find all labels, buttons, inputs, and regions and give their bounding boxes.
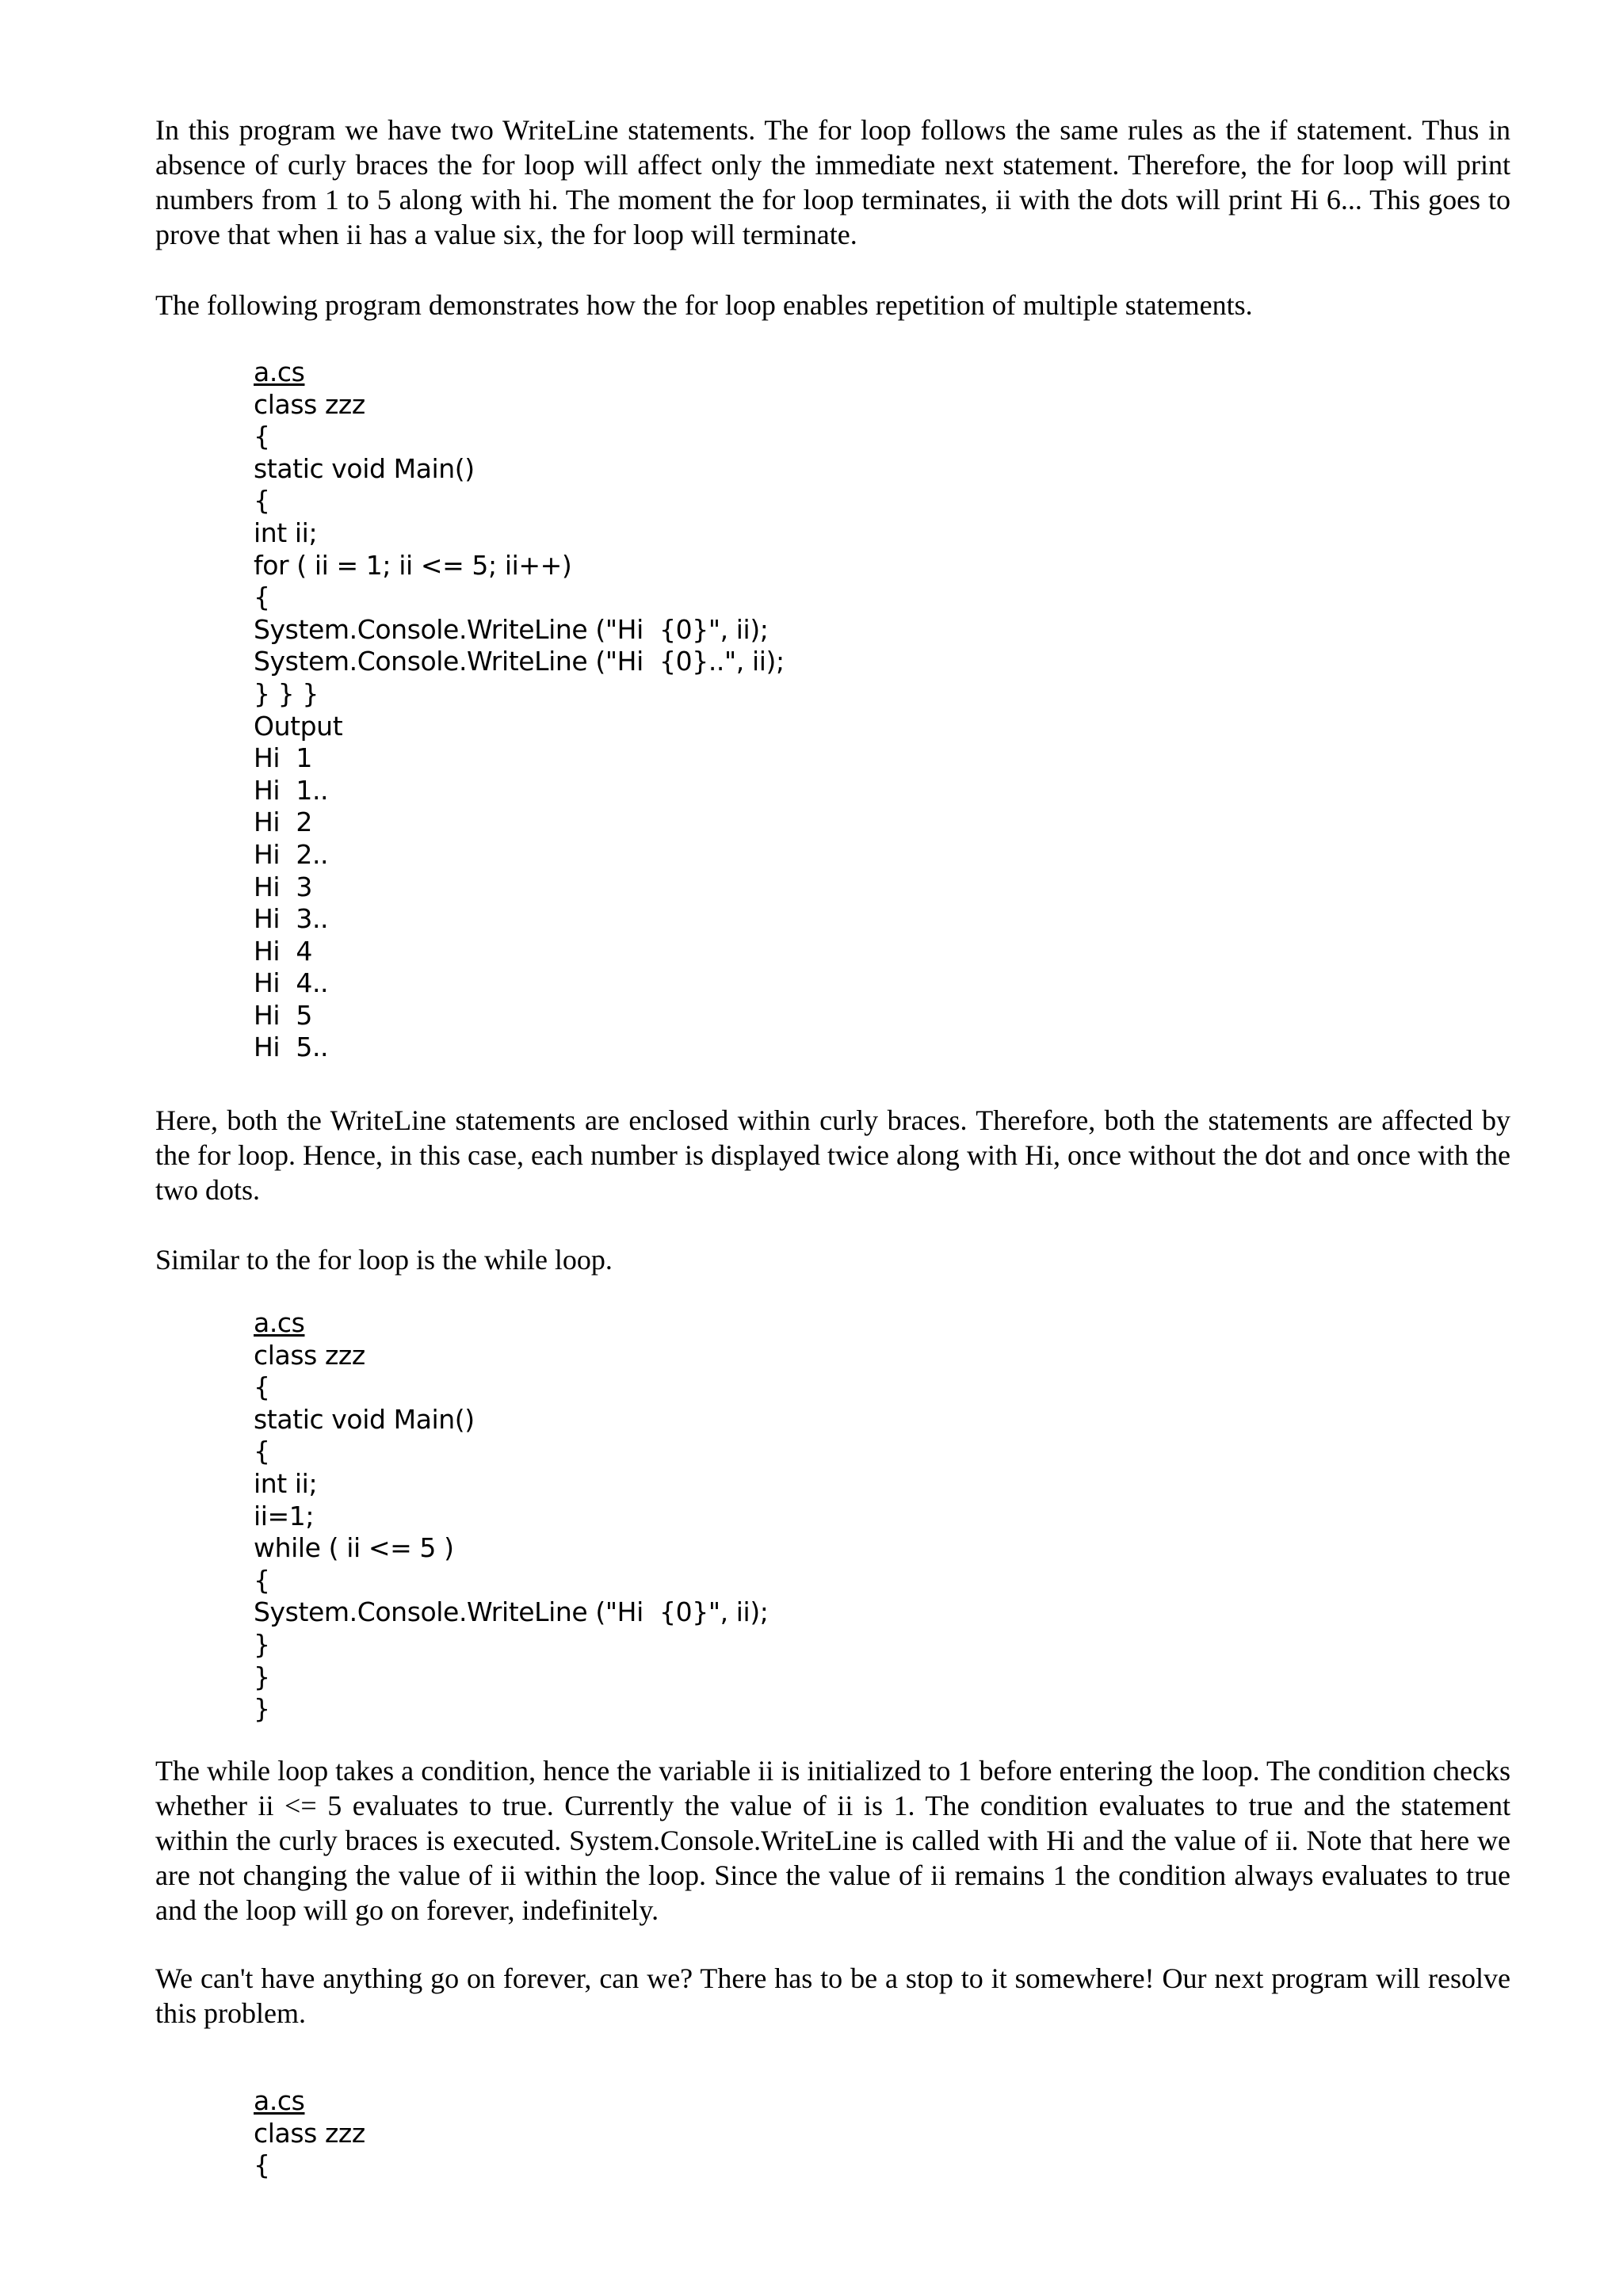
paragraph-while-condition-explanation: The while loop takes a condition, hence the variable ii is initialized to 1 before entering the loop. The condition checks whether ii <= 5 evaluates to true. Currently the value of ii is 1. The condition evaluates to true and the statement within the curly braces is executed. System.Console.WriteLine is called with Hi and the value of ii. Note that here we are not changing the value of ii within the loop. Since the value of ii remains 1 the condition always evaluates to true and the loop will go on forever, indefinitely.: [155, 1755, 1510, 1926]
output-line: Hi 3..: [254, 903, 329, 935]
code-filename: a.cs: [254, 2085, 305, 2116]
code-line: int ii;: [254, 517, 318, 548]
code-filename: a.cs: [254, 1307, 305, 1338]
code-line: {: [254, 582, 270, 613]
paragraph-curly-braces-explanation: Here, both the WriteLine statements are enclosed within curly braces. Therefore, both the statements are affected by the for loop. Hence, in this case, each number is displayed twice along with Hi, once without the dot and once with the two dots.: [155, 1104, 1510, 1206]
paragraph-while-loop-intro: Similar to the for loop is the while loop.: [155, 1244, 613, 1276]
code-line: {: [254, 485, 270, 517]
code-line: {: [254, 1436, 270, 1467]
code-line: }: [254, 1628, 270, 1660]
code-line: static void Main(): [254, 1403, 475, 1435]
code-line: for ( ii = 1; ii <= 5; ii++): [254, 549, 572, 581]
paragraph-for-loop-explanation: In this program we have two WriteLine statements. The for loop follows the same rules as the if statement. Thus in absence of curly braces the for loop will affect only the immediate next statement. Therefore, the for loop will print numbers from 1 to 5 along with hi. The moment the for loop terminates, ii with the dots will print Hi 6... This goes to prove that when ii has a value six, the for loop will terminate.: [155, 114, 1510, 250]
output-line: Hi 2..: [254, 838, 329, 870]
code-line: class zzz: [254, 1339, 365, 1371]
code-line: System.Console.WriteLine ("Hi {0}", ii);: [254, 1596, 769, 1628]
code-line: while ( ii <= 5 ): [254, 1532, 454, 1564]
code-line: {: [254, 2149, 270, 2181]
code-line: class zzz: [254, 2117, 365, 2149]
code-block-while-loop: [254, 1307, 769, 1726]
code-line: int ii;: [254, 1467, 318, 1499]
output-line: Hi 3: [254, 871, 312, 902]
code-line: {: [254, 421, 270, 452]
output-line: Hi 2: [254, 807, 312, 838]
code-line: } } }: [254, 677, 319, 709]
paragraph-multiple-statements-intro: The following program demonstrates how the for loop enables repetition of multiple statements.: [155, 289, 1253, 321]
paragraph-forever-loop-problem: We can't have anything go on forever, can we? There has to be a stop to it somewhere! Our next program will resolve this problem.: [155, 1962, 1510, 2029]
code-line: System.Console.WriteLine ("Hi {0}", ii);: [254, 613, 769, 645]
output-line: Hi 4: [254, 935, 312, 967]
output-line: Hi 4..: [254, 967, 329, 999]
output-line: Hi 1..: [254, 774, 329, 806]
code-line: System.Console.WriteLine ("Hi {0}..", ii);: [254, 646, 785, 677]
output-line: Hi 5: [254, 999, 312, 1031]
code-line: ii=1;: [254, 1500, 315, 1531]
output-line: Hi 1: [254, 742, 312, 774]
output-line: Hi 5..: [254, 1032, 329, 1063]
code-line: class zzz: [254, 388, 365, 420]
code-filename: a.cs: [254, 357, 305, 387]
code-block-for-loop: [254, 357, 785, 1064]
code-line: }: [254, 1661, 270, 1692]
code-block-next-program: [254, 2085, 365, 2182]
code-line: static void Main(): [254, 452, 475, 484]
output-label: Output: [254, 710, 343, 742]
code-line: }: [254, 1693, 270, 1725]
code-line: {: [254, 1371, 270, 1403]
code-line: {: [254, 1564, 270, 1596]
